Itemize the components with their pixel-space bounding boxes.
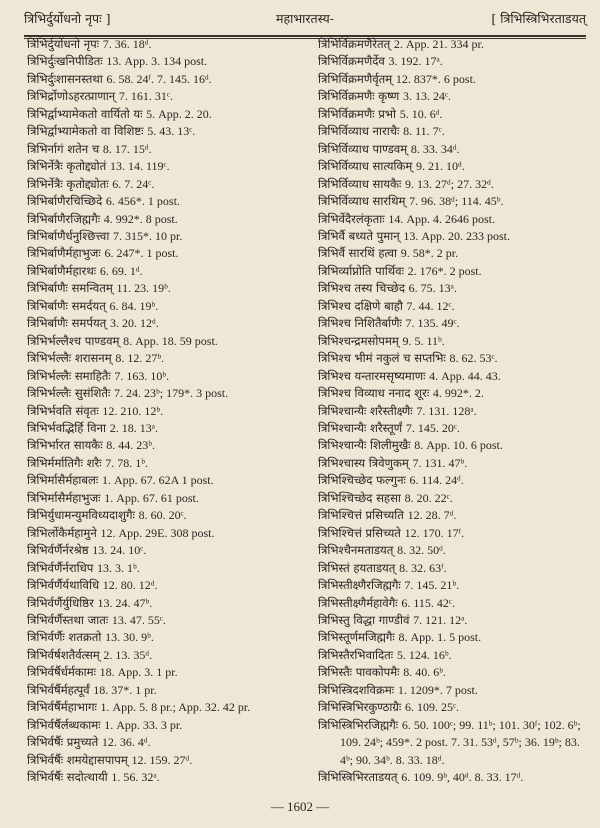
entry-headword: त्रिभिश्चान्यैः शिलीमुखैः: [318, 438, 411, 453]
entry-reference: 7. 145. 21ᵇ.: [404, 578, 460, 593]
entry-headword: त्रिभिर्बाणैः समर्दयत्: [27, 298, 106, 313]
entry-reference: 8. 17. 15ᵈ.: [102, 141, 152, 156]
entry-headword: त्रिभिर्मर्मातिगैः शरैः: [27, 455, 102, 470]
entry-reference: 13. 24. 10ᶜ.: [92, 543, 147, 558]
entry-reference: 8. 20. 22ᶜ.: [404, 490, 453, 505]
index-entry: [318, 385, 593, 402]
entry-reference: 8. App. 10. 6 post.: [414, 438, 503, 453]
entry-headword: त्रिभिस्त्रिदशविक्रमः: [318, 682, 395, 697]
index-entry: [318, 769, 593, 786]
entry-headword: त्रिभिर्बाणैरचिच्छिदे: [27, 194, 103, 209]
entry-headword: त्रिभिर्भवद्भिर्हि विना: [27, 420, 107, 435]
index-entry: [318, 612, 593, 629]
entry-headword: त्रिभिर्वर्णैः शतक्रतो: [27, 630, 102, 645]
entry-reference: 7. 315*. 10 pr.: [113, 228, 183, 243]
entry-reference: 13. 24. 47ᵇ.: [97, 595, 153, 610]
index-entry: [318, 629, 593, 646]
index-entry: [27, 106, 302, 123]
entry-reference: 7. 163. 10ᵇ.: [114, 368, 170, 383]
entry-reference: 7. 135. 49ᶜ.: [405, 316, 460, 331]
entry-reference: 12. 36. 4ᵈ.: [101, 735, 151, 750]
entry-reference: 8. 12. 27ᵇ.: [115, 351, 165, 366]
index-entry: [318, 106, 593, 123]
entry-headword: त्रिभिर्दुःखनिपीडितः: [27, 54, 103, 69]
entry-headword: त्रिभिर्वर्षैर्महत्पूर्वं: [27, 682, 90, 697]
index-entry: [27, 542, 302, 559]
entry-reference: 8. App. 18. 59 post.: [123, 333, 218, 348]
index-entry: [318, 123, 593, 140]
entry-reference: 18. 37*. 1 pr.: [93, 682, 157, 697]
entry-headword: त्रिभिश्चैनमताडयत्: [318, 543, 394, 558]
index-entry: [318, 245, 593, 262]
entry-headword: त्रिभिश्चित्तं प्रसिच्यति: [318, 508, 404, 523]
index-entry: [318, 71, 593, 88]
entry-headword: त्रिभिर्वर्षैः प्रमुच्यते: [27, 735, 99, 750]
entry-headword: त्रिभिस्तैरभिवादितः: [318, 647, 394, 662]
index-entry: [318, 176, 593, 193]
entry-headword: त्रिभिर्बाणैरजिह्मगैः: [27, 211, 101, 226]
entry-reference: 7. 78. 1ᵇ.: [105, 455, 148, 470]
entry-reference: 6. 69. 1ᵈ.: [99, 263, 143, 278]
entry-headword: त्रिभिर्वेदैरलंकृताः: [318, 211, 385, 226]
entry-reference: 13. 30. 9ᵇ.: [105, 630, 154, 645]
index-entry: [318, 280, 593, 297]
index-entry: [27, 158, 302, 175]
index-entry: [318, 315, 593, 332]
index-entry: [27, 472, 302, 489]
entry-reference: 8. 40. 6ᵇ.: [403, 665, 446, 680]
entry-headword: त्रिभिर्भल्लैश्च पाण्डवम्: [27, 333, 120, 348]
index-entry: [27, 280, 302, 297]
entry-reference: 8. 32. 63ᶠ.: [399, 560, 447, 575]
entry-reference: 12. 80. 12ᵈ.: [102, 578, 158, 593]
index-entry: [318, 368, 593, 385]
entry-reference: 13. App. 3. 134 post.: [106, 54, 208, 69]
entry-headword: त्रिभिर्दुर्योधनो नृपः: [27, 37, 100, 51]
entry-reference: 1. 56. 32ᵃ.: [111, 770, 160, 785]
entry-reference: 5. 10. 6ᵈ.: [399, 106, 443, 121]
entry-reference: 9. 13. 27ᵈ; 27. 32ᵈ.: [405, 176, 494, 191]
entry-headword: त्रिभिर्वर्णैर्युधिष्ठिर: [27, 595, 94, 610]
entry-reference: 1. App. 33. 3 pr.: [104, 717, 183, 732]
entry-headword: त्रिभिर्विक्रमणैर्वृतम्: [318, 71, 393, 86]
entry-reference: 6. 115. 42ᶜ.: [401, 595, 455, 610]
entry-reference: 8. App. 1. 5 post.: [398, 630, 482, 645]
entry-reference: 8. 32. 50ᵈ.: [397, 543, 446, 558]
index-entry: [27, 228, 302, 245]
entry-headword: त्रिभिर्विव्याध सात्यकिम्: [318, 159, 413, 174]
entry-reference: 6. 50. 100ᶜ; 99. 11ᵇ; 101. 30ᶠ; 102. 6ᵇ; 109. 24ᵇ; 459*. 2 post. 7. 31. 53ᵈ, 57ᵇ; 36. 19ᵇ; 83. 4ᵇ; 90. 34ᵇ. 8. 33. 18ᵈ.: [340, 717, 581, 767]
index-entry: [318, 403, 593, 420]
index-entry: [27, 577, 302, 594]
entry-reference: 7. 145. 20ᶜ.: [405, 420, 460, 435]
entry-headword: त्रिभिस्तैः पावकोपमैः: [318, 665, 400, 680]
entry-headword: त्रिभिर्भल्लैः सुसंशितैः: [27, 386, 111, 401]
index-entry: [318, 350, 593, 367]
index-entry: [318, 647, 593, 664]
entry-headword: त्रिभिश्चिच्छेद सहसा: [318, 490, 401, 505]
index-entry: [318, 490, 593, 507]
entry-reference: 5. 124. 16ᵇ.: [396, 647, 452, 662]
entry-headword: त्रिभिस्त्रिभिरजिह्मगैः: [318, 717, 399, 732]
index-entry: [27, 333, 302, 350]
entry-reference: 5. 43. 13ᶜ.: [147, 124, 196, 139]
entry-reference: 3. 13. 24ᶜ.: [402, 89, 452, 104]
index-entry: [27, 385, 302, 402]
index-entry: [27, 437, 302, 454]
entry-reference: 1. App. 67. 61 post.: [104, 490, 199, 505]
entry-headword: त्रिभिस्तं हयताडयत्: [318, 560, 396, 575]
entry-headword: त्रिभिर्वर्षैः शमयेद्दासपापम्: [27, 752, 128, 767]
index-entry: [27, 123, 302, 140]
entry-reference: 7. 36. 18ᵈ.: [102, 37, 152, 51]
entry-headword: त्रिभिस्त्रिभिरकुण्ठाग्रैः: [318, 700, 402, 715]
entry-reference: 18. App. 3. 1 pr.: [99, 665, 178, 680]
entry-headword: त्रिभिस्तीक्ष्णैर्महावेगैः: [318, 595, 398, 610]
entry-headword: त्रिभिर्वै सारथिं हत्वा: [318, 246, 398, 261]
entry-headword: त्रिभिर्वर्णैर्नरश्रेष्ठ: [27, 543, 89, 558]
entry-reference: 8. 33. 34ᵈ.: [410, 141, 460, 156]
entry-reference: 12. 837*. 6 post.: [395, 71, 476, 86]
entry-headword: त्रिभिर्नेत्रैः कृतोद्द्योतः: [27, 176, 109, 191]
entry-reference: 6. 75. 13ᵃ.: [408, 281, 457, 296]
entry-headword: त्रिभिस्तूर्णमजिह्मगैः: [318, 630, 395, 645]
index-entry: [27, 455, 302, 472]
entry-headword: त्रिभिर्वर्णैस्तथा जातः: [27, 612, 109, 627]
entry-headword: त्रिभिर्भवति संवृतः: [27, 403, 99, 418]
index-entry: [318, 193, 593, 210]
header-last-entry: [ त्रिभिस्त्रिभिरताडयत्: [491, 11, 586, 26]
index-entry: [27, 560, 302, 577]
entry-reference: 13. 47. 55ᶜ.: [111, 612, 166, 627]
entry-headword: त्रिभिश्च विव्याध ननाद शूरः: [318, 386, 430, 401]
entry-headword: त्रिभिर्युधामन्युमविध्यदाशुगैः: [27, 508, 135, 523]
index-entry: [27, 53, 302, 70]
index-entry: [318, 699, 593, 716]
index-entry: [27, 717, 302, 734]
index-entry: [27, 350, 302, 367]
entry-reference: 6. 247*. 1 post.: [104, 246, 179, 261]
entry-headword: त्रिभिर्वर्षशतैर्वत्सम्: [27, 647, 100, 662]
header-first-entry: त्रिभिर्दुर्योधनो नृपः ]: [24, 11, 111, 26]
entry-headword: त्रिभिश्च भीमं नकुलं च सप्तभिः: [318, 351, 446, 366]
entry-headword: त्रिभिर्बाणैर्धनुश्छित्त्वा: [27, 228, 110, 243]
index-entry: [27, 612, 302, 629]
index-entry: [27, 664, 302, 681]
entry-headword: त्रिभिश्च यन्तारमसृष्यमाणः: [318, 368, 426, 383]
index-entry: [318, 472, 593, 489]
entry-reference: 6. 84. 19ᵇ.: [109, 298, 159, 313]
entry-headword: त्रिभिश्च दक्षिणे बाहौ: [318, 298, 403, 313]
index-entry: [318, 542, 593, 559]
index-entry: [27, 525, 302, 542]
index-entry: [318, 263, 593, 280]
entry-headword: त्रिभिश्चान्यैः शरैस्तूर्णं: [318, 420, 403, 435]
entry-reference: 7. 44. 12ᶜ.: [406, 298, 455, 313]
entry-reference: 6. 109. 25ᶜ.: [404, 700, 460, 715]
index-entry: [318, 211, 593, 228]
entry-reference: 9. 58*. 2 pr.: [400, 246, 459, 261]
index-entry: [27, 245, 302, 262]
index-entry: [318, 88, 593, 105]
entry-headword: त्रिभिर्बाणैः समर्पयत्: [27, 316, 107, 331]
entry-headword: त्रिभिर्द्वाभ्यामेकतो वार्यितो यः: [27, 106, 143, 121]
entry-reference: 9. 21. 10ᵈ.: [415, 159, 465, 174]
entry-headword: त्रिभिर्व्याप्नोति पार्थिवः: [318, 263, 404, 278]
entry-reference: 4. 992*. 8 post.: [103, 211, 178, 226]
entry-reference: 1. 1209*. 7 post.: [397, 682, 478, 697]
entry-reference: 2. App. 21. 334 pr.: [393, 37, 484, 51]
entry-reference: 1. App. 67. 62A 1 post.: [101, 473, 214, 488]
entry-reference: 2. 176*. 2 post.: [407, 263, 482, 278]
entry-headword: त्रिभिर्बाणैर्महारथः: [27, 263, 97, 278]
index-entry: [318, 507, 593, 524]
entry-headword: त्रिभिश्च निशितैर्बाणैः: [318, 316, 402, 331]
entry-headword: त्रिभिर्द्वाभ्यामेकतो वा विशिष्टः: [27, 124, 144, 139]
entry-reference: 7. 131. 128ᵃ.: [416, 403, 477, 418]
index-entry: [318, 36, 593, 53]
entry-headword: त्रिभिश्चन्द्रमसोपमम्: [318, 333, 399, 348]
entry-reference: 6. 456*. 1 post.: [105, 194, 180, 209]
running-header: [24, 10, 586, 30]
index-entry: [318, 298, 593, 315]
index-entry: [27, 141, 302, 158]
entry-headword: त्रिभिर्वर्णैर्नराधिप: [27, 560, 94, 575]
index-column-right: [318, 36, 593, 786]
entry-headword: त्रिभिर्भारत सायकैः: [27, 438, 103, 453]
index-entry: [318, 595, 593, 612]
index-entry: [318, 664, 593, 681]
entry-reference: 6. 58. 24ᶠ. 7. 145. 16ᵈ.: [106, 71, 212, 86]
index-entry: [27, 71, 302, 88]
entry-headword: त्रिभिर्भल्लैः समाहितैः: [27, 368, 111, 383]
entry-headword: त्रिभिश्चान्यैः शरैस्तीक्ष्णैः: [318, 403, 413, 418]
entry-reference: 8. 60. 20ᶜ.: [138, 508, 187, 523]
entry-headword: त्रिभिर्विक्रमणैरेतत्: [318, 37, 391, 51]
index-entry: [27, 403, 302, 420]
entry-headword: त्रिभिर्विक्रमणैः कृष्ण: [318, 89, 400, 104]
index-entry: [27, 647, 302, 664]
entry-headword: त्रिभिर्वर्षैर्धर्मकामः: [27, 665, 96, 680]
index-entry: [27, 176, 302, 193]
entry-reference: 12. 28. 7ᵈ.: [407, 508, 457, 523]
entry-headword: त्रिभिर्बाणैर्महाभुजः: [27, 246, 101, 261]
entry-headword: त्रिभिर्वर्णैर्यथाविधि: [27, 578, 100, 593]
index-entry: [27, 629, 302, 646]
entry-headword: त्रिभिर्बाणैः समन्वितम्: [27, 281, 113, 296]
index-entry: [27, 682, 302, 699]
entry-reference: 6. 114. 24ᵈ.: [409, 473, 464, 488]
entry-reference: 14. App. 4. 2646 post.: [388, 211, 495, 226]
entry-headword: त्रिभिश्चास्य त्रिवेणुकम्: [318, 455, 409, 470]
entry-reference: 4. App. 44. 43.: [429, 368, 501, 383]
index-entry: [318, 333, 593, 350]
entry-headword: त्रिभिर्लोकैर्महामुने: [27, 525, 97, 540]
entry-headword: त्रिभिर्दुःशासनस्तथा: [27, 71, 103, 86]
entry-reference: 12. App. 29E. 308 post.: [100, 525, 215, 540]
index-entry: [27, 298, 302, 315]
entry-reference: 9. 5. 11ᵇ.: [402, 333, 445, 348]
entry-reference: 7. 161. 31ᶜ.: [118, 89, 173, 104]
entry-reference: 7. 24. 23ᵇ; 179*. 3 post.: [114, 386, 229, 401]
entry-reference: 12. 170. 17ᶠ.: [404, 525, 465, 540]
entry-reference: 8. 44. 23ᵇ.: [106, 438, 155, 453]
entry-headword: त्रिभिश्चित्तं प्रसिच्यते: [318, 525, 401, 540]
entry-headword: त्रिभिर्मासैर्महाभुजः: [27, 490, 101, 505]
entry-reference: 2. 13. 35ᵈ.: [103, 647, 153, 662]
entry-headword: त्रिभिर्नेत्रैः कृतोद्द्योतं: [27, 159, 107, 174]
entry-headword: त्रिभिर्मासैर्महाबलः: [27, 473, 99, 488]
entry-reference: 3. 192. 17ᵃ.: [388, 54, 443, 69]
entry-reference: 12. 210. 12ᵇ.: [102, 403, 164, 418]
index-entry: [318, 577, 593, 594]
entry-reference: 11. 23. 19ᵇ.: [116, 281, 171, 296]
entry-headword: त्रिभिस्तु विद्धा गाण्डीवं: [318, 612, 410, 627]
entry-reference: 8. 11. 7ᶜ.: [403, 124, 445, 139]
index-entry: [27, 420, 302, 437]
entry-reference: 7. 96. 38ᵈ; 114. 45ᵇ.: [409, 194, 504, 209]
entry-reference: 8. 62. 53ᶜ.: [449, 351, 498, 366]
index-entry: [318, 525, 593, 542]
index-entry: [318, 717, 593, 769]
index-entry: [27, 88, 302, 105]
entry-headword: त्रिभिर्द्रोणोऽहरत्प्राणान्: [27, 89, 116, 104]
entry-reference: 7. 131. 47ᵇ.: [412, 455, 468, 470]
entry-reference: 1. App. 5. 8 pr.; App. 32. 42 pr.: [100, 700, 251, 715]
entry-reference: 13. App. 20. 233 post.: [403, 228, 511, 243]
index-entry: [27, 193, 302, 210]
index-entry: [318, 560, 593, 577]
index-entry: [318, 682, 593, 699]
entry-reference: 12. 159. 27ᵈ.: [131, 752, 193, 767]
index-column-left: [27, 36, 302, 786]
entry-headword: त्रिभिश्चिच्छेद फल्गुनः: [318, 473, 406, 488]
entry-headword: त्रिभिर्वर्षैः सदोत्थायी: [27, 770, 108, 785]
index-entry: [27, 490, 302, 507]
index-entry: [27, 699, 302, 716]
index-entry: [318, 141, 593, 158]
index-entry: [27, 368, 302, 385]
index-entry: [27, 211, 302, 228]
index-entry: [27, 752, 302, 769]
index-entry: [318, 158, 593, 175]
entry-headword: त्रिभिर्विव्याध सायकैः: [318, 176, 402, 191]
entry-reference: 6. 7. 24ᶜ.: [112, 176, 155, 191]
index-entry: [27, 315, 302, 332]
index-entry: [318, 228, 593, 245]
index-entry: [318, 53, 593, 70]
entry-headword: त्रिभिर्विव्याध नाराचैः: [318, 124, 400, 139]
entry-headword: त्रिभिस्तीक्ष्णैरजिह्मगैः: [318, 578, 401, 593]
index-entry: [27, 507, 302, 524]
entry-headword: त्रिभिर्वै बध्यते पुमान्: [318, 228, 400, 243]
entry-headword: त्रिभिर्विक्रमणैर्देव: [318, 54, 385, 69]
entry-headword: त्रिभिश्च तस्य चिच्छेद: [318, 281, 405, 296]
index-entry: [318, 455, 593, 472]
entry-reference: 13. 3. 1ᵇ.: [96, 560, 140, 575]
index-entry: [27, 595, 302, 612]
header-title: महाभारतस्य-: [276, 11, 334, 26]
entry-reference: 4. 992*. 2.: [432, 386, 484, 401]
entry-headword: त्रिभिर्नागं शतेन च: [27, 141, 100, 156]
page-number: — 1602 —: [270, 799, 330, 814]
entry-reference: 13. 14. 119ᶜ.: [109, 159, 170, 174]
entry-headword: त्रिभिर्भल्लैः शरासनम्: [27, 351, 112, 366]
index-entry: [27, 769, 302, 786]
index-entry: [27, 263, 302, 280]
entry-reference: 7. 121. 12ᵃ.: [413, 612, 468, 627]
entry-reference: 2. 18. 13ᵃ.: [109, 420, 159, 435]
entry-reference: 5. App. 2. 20.: [146, 106, 212, 121]
entry-reference: 6. 109. 9ᵇ, 40ᵈ. 8. 33. 17ᵈ.: [401, 770, 524, 785]
index-entry: [318, 420, 593, 437]
entry-headword: त्रिभिर्विक्रमणैः प्रभो: [318, 106, 397, 121]
entry-reference: 3. 20. 12ᵈ.: [109, 316, 159, 331]
index-entry: [27, 734, 302, 751]
entry-headword: त्रिभिर्विव्याध पाण्डवम्: [318, 141, 408, 156]
entry-headword: त्रिभिर्वर्षैर्महाभागः: [27, 700, 97, 715]
index-entry: [27, 36, 302, 53]
index-entry: [318, 437, 593, 454]
entry-headword: त्रिभिर्विव्याध सारथिम्: [318, 194, 406, 209]
entry-headword: त्रिभिस्त्रिभिरताडयत्: [318, 770, 398, 785]
entry-headword: त्रिभिर्वर्षैर्लब्धकामः: [27, 717, 101, 732]
